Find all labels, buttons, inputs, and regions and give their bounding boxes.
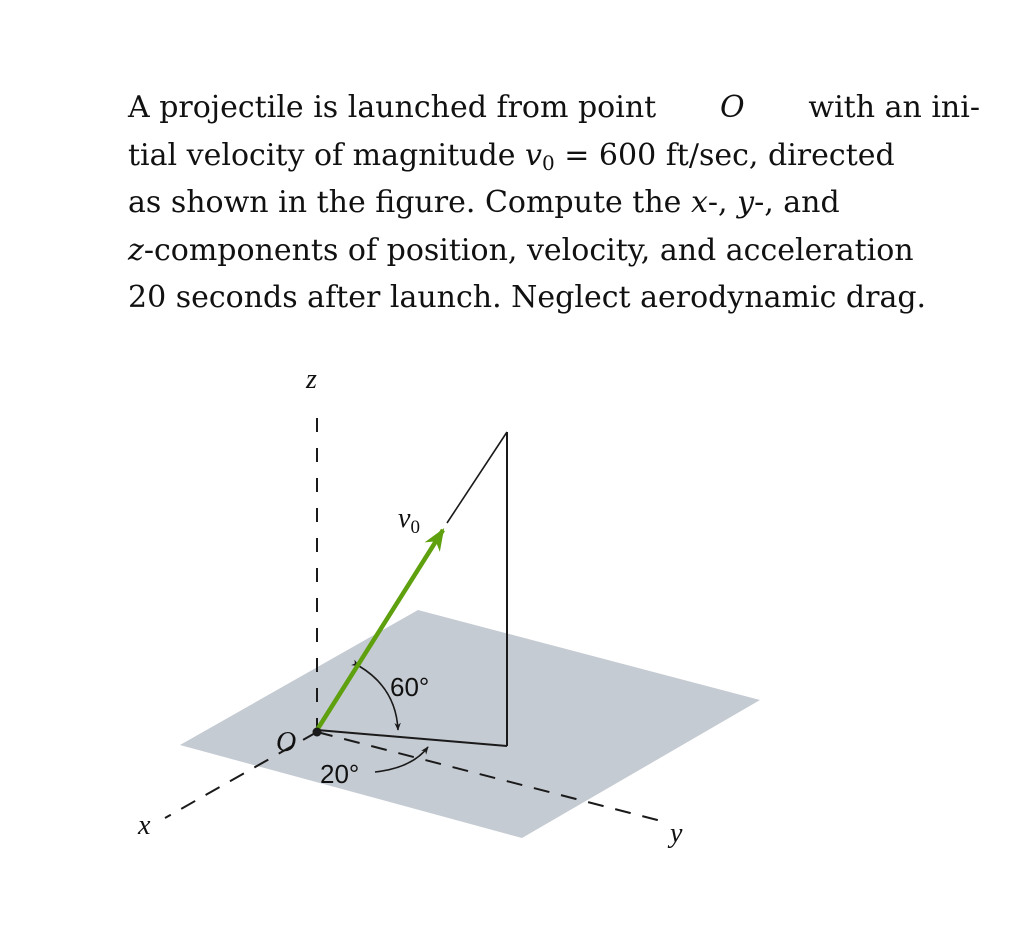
velocity-label-symbol: v <box>398 503 411 534</box>
problem-text: with an ini- <box>808 90 980 125</box>
z-symbol: z <box>128 232 144 268</box>
problem-text: as shown in the figure. Compute the <box>128 185 682 220</box>
velocity-symbol: v <box>525 137 542 173</box>
azimuth-angle-label: 20° <box>320 759 360 789</box>
origin-point <box>313 728 322 737</box>
problem-text: -, and <box>754 185 840 220</box>
problem-text: -, <box>707 185 728 220</box>
z-axis-label: z <box>306 364 317 395</box>
problem-text: tial velocity of magnitude <box>128 137 516 173</box>
x-axis-label: x <box>138 810 151 841</box>
problem-text: 20 seconds after launch. Neglect aerodynamic drag. <box>128 280 927 315</box>
problem-text: -components of position, velocity, and acceleration <box>143 232 914 268</box>
velocity-subscript: 0 <box>541 150 555 175</box>
problem-text: = 600 ft/sec, directed <box>564 137 895 173</box>
y-symbol: y <box>737 185 755 220</box>
elevation-angle-label: 60° <box>390 672 430 702</box>
origin-label: O <box>276 727 297 758</box>
ground-plane <box>180 610 760 838</box>
velocity-label-subscript: 0 <box>410 517 420 538</box>
y-axis-label: y <box>670 818 683 849</box>
x-symbol: x <box>690 185 708 220</box>
problem-text: A projectile is launched from point <box>128 90 657 125</box>
velocity-label <box>398 503 420 538</box>
point-symbol: O <box>720 90 745 125</box>
trajectory-direction-line <box>447 432 507 523</box>
